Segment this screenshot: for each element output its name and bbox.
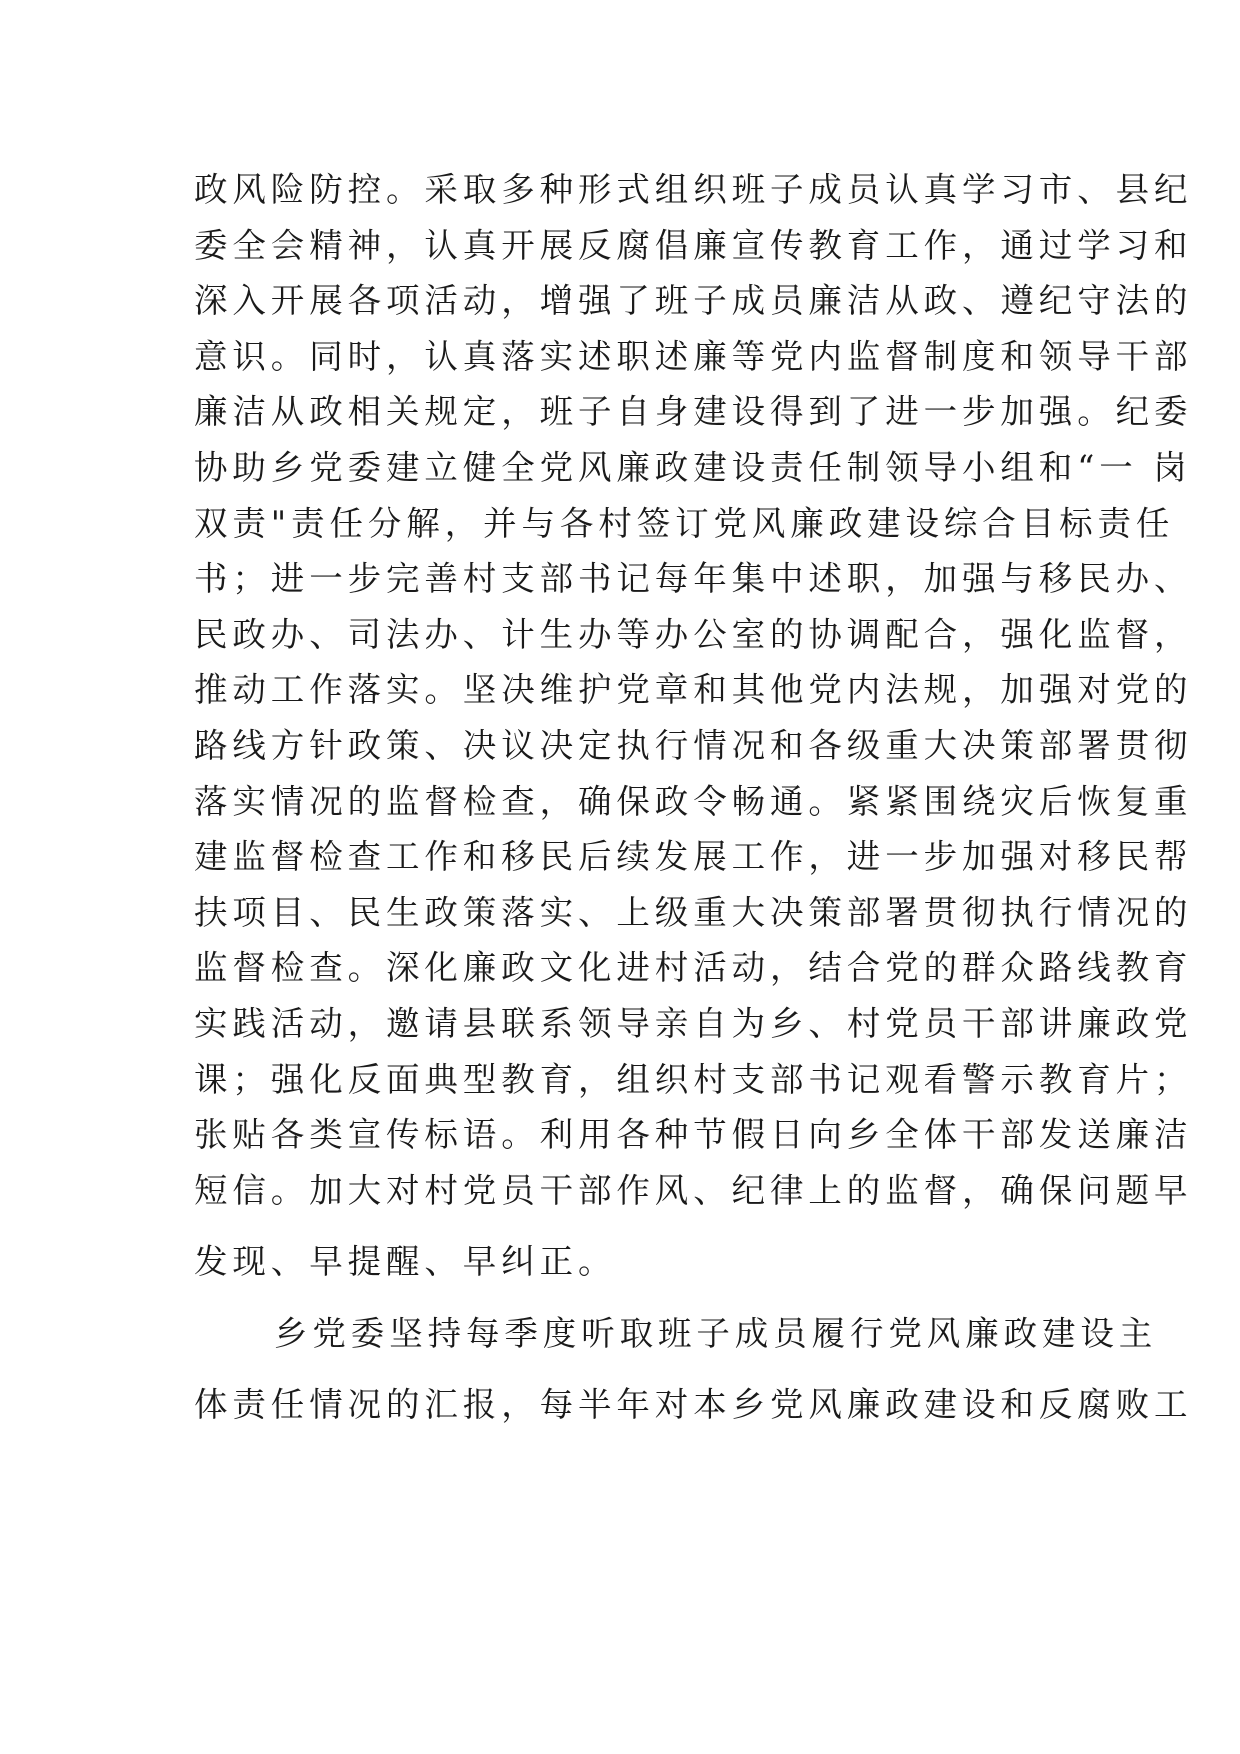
text-line: 体责任情况的汇报，每半年对本乡党风廉政建设和反腐败工: [194, 1385, 1193, 1425]
text-line: 发现、早提醒、早纠正。: [194, 1242, 617, 1282]
text-line: 民政办、司法办、计生办等办公室的协调配合，强化监督，: [194, 614, 1193, 654]
text-line: 政风险防控。采取多种形式组织班子成员认真学习市、县纪: [194, 170, 1193, 209]
text-line: 委全会精神，认真开展反腐倡廉宣传教育工作，通过学习和: [194, 225, 1193, 265]
text-line: 课；强化反面典型教育，组织村支部书记观看警示教育片；: [194, 1059, 1193, 1099]
text-line: 意识。同时，认真落实述职述廉等党内监督制度和领导干部: [194, 336, 1193, 376]
text-line: 乡党委坚持每季度听取班子成员履行党风廉政建设主: [274, 1313, 1158, 1353]
text-line: 协助乡党委建立健全党风廉政建设责任制领导小组和“一 岗: [194, 447, 1192, 487]
text-line: 短信。加大对村党员干部作风、纪律上的监督，确保问题早: [194, 1170, 1193, 1210]
text-line: 深入开展各项活动，增强了班子成员廉洁从政、遵纪守法的: [194, 281, 1193, 321]
text-line: 双责"责任分解，并与各村签订党风廉政建设综合目标责任: [194, 503, 1175, 543]
text-line: 张贴各类宣传标语。利用各种节假日向乡全体干部发送廉洁: [194, 1115, 1193, 1155]
text-line: 扶项目、民生政策落实、上级重大决策部署贯彻执行情况的: [194, 892, 1193, 932]
text-line: 实践活动，邀请县联系领导亲自为乡、村党员干部讲廉政党: [194, 1003, 1193, 1043]
text-line: 监督检查。深化廉政文化进村活动，结合党的群众路线教育: [194, 948, 1193, 988]
paragraph-2: [194, 1306, 1193, 1433]
text-line: 落实情况的监督检查，确保政令畅通。紧紧围绕灾后恢复重: [194, 781, 1193, 821]
text-line: 廉洁从政相关规定，班子自身建设得到了进一步加强。纪委: [194, 392, 1193, 432]
text-line: 推动工作落实。坚决维护党章和其他党内法规，加强对党的: [194, 670, 1193, 710]
text-line: 书；进一步完善村支部书记每年集中述职，加强与移民办、: [194, 559, 1193, 599]
text-line: 建监督检查工作和移民后续发展工作，进一步加强对移民帮: [194, 837, 1193, 877]
document-body: [194, 162, 1193, 1433]
text-line: 路线方针政策、决议决定执行情况和各级重大决策部署贯彻: [194, 725, 1193, 765]
paragraph-1: [194, 162, 1193, 1290]
